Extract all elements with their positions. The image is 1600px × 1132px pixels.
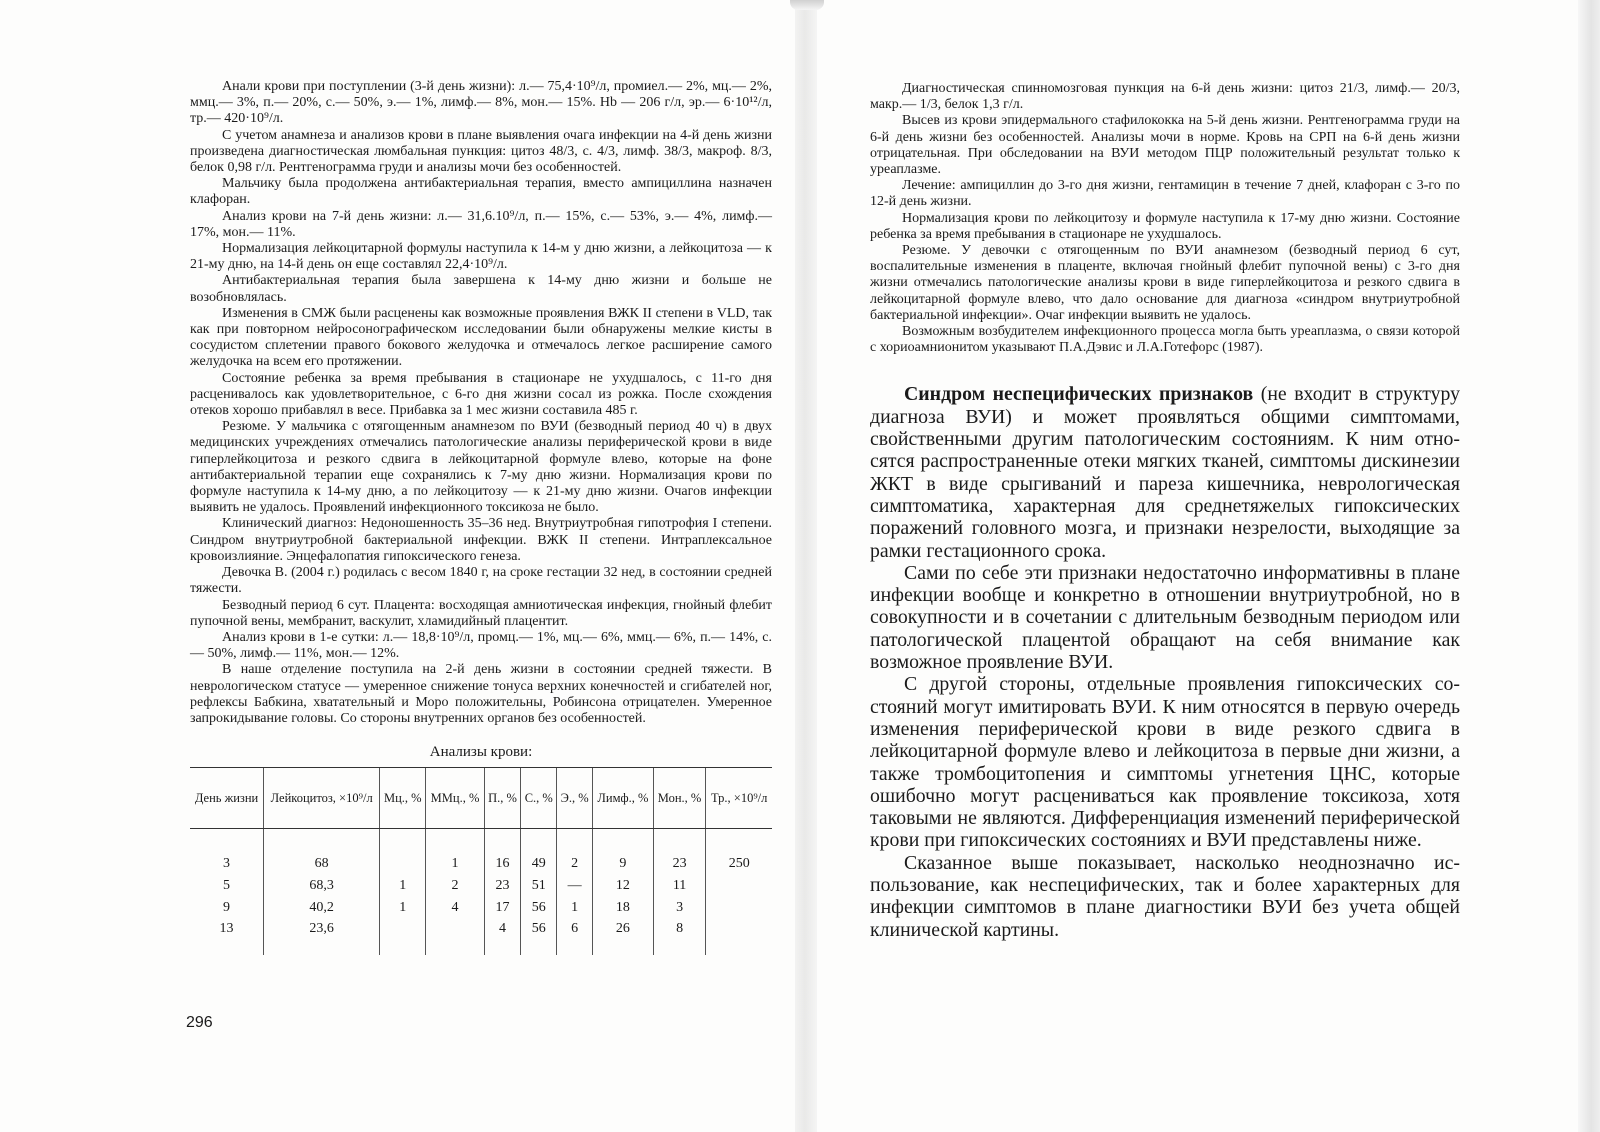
col-header: П., % bbox=[484, 768, 521, 829]
col-header: Лимф., % bbox=[593, 768, 654, 829]
table-cell: 68 bbox=[264, 853, 380, 875]
table-row bbox=[190, 919, 772, 955]
paragraph: Анализ крови в 1-е сутки: л.— 18,8·10⁹/л, промц.— 1%, мц.— 6%, ммц.— 6%, п.— 14%, с.— 50%, лимф.— 11%, мон.— 12%. bbox=[190, 629, 772, 662]
paragraph: Анали крови при поступлении (3-й день жизни): л.— 75,4·10⁹/л, промиел.— 2%, мц.— 2%, ммц.— 3%, п.— 20%, с.— 50%, э.— 1%, лимф.— 8%, мон.— 15%. Hb — 206 г/л, эр.— 6·10¹²/л, тр.— 420·10⁹/л. bbox=[190, 79, 772, 127]
table-cell: — bbox=[557, 875, 593, 897]
table-cell: 2 bbox=[426, 875, 484, 897]
paragraph: Высев из крови эпидермального стафилококка на 5-й день жизни. Рентгенограмма груди на 6-й день жизни без особенностей. Анализы мочи в норме. Кровь на СРП на 6-й день жизни отрицательная. При обследовании на ВУИ методом ПЦР положительный результат только к уреаплазме. bbox=[870, 113, 1460, 178]
section-nonspecific-signs bbox=[870, 383, 1460, 940]
paragraph: Сами по себе эти признаки недостаточно информативны в плане инфекции вообще и конкретно в отношении внутриутробной, но в совокупности и в сочетании с длительным безводным периодом или патологической плацентой обращают на себя внимание как возможное проявление ВУИ. bbox=[870, 561, 1460, 674]
table-cell: 3 bbox=[223, 856, 231, 872]
table-cell: 17 bbox=[484, 897, 521, 919]
table-cell: 4 bbox=[484, 919, 521, 955]
right-page bbox=[870, 81, 1460, 941]
page-edge-shadow bbox=[1578, 0, 1600, 1132]
table-cell: 26 bbox=[593, 919, 654, 955]
book-gutter bbox=[795, 0, 817, 1132]
table-cell: 40,2 bbox=[264, 897, 380, 919]
table-cell: 23 bbox=[653, 853, 706, 875]
table-cell bbox=[380, 853, 426, 875]
paragraph: Возможным возбудителем инфекционного процесса могла быть уреаплазма, о связи которой с хориоамнионитом указывают П.А.Дэвис и Л.А.Готефорс (1987). bbox=[870, 324, 1460, 356]
table-cell: 12 bbox=[593, 875, 654, 897]
table-cell: 51 bbox=[521, 875, 557, 897]
paragraph: Изменения в СМЖ были расценены как возможные проявления ВЖК II степени в VLD, так как при повторном нейросонографическом исследовании были обнаружены мелкие кисты в сосудистом сплетении правого бокового желудочка и отмечалось легкое расширение самого желудочка на всем его протяжении. bbox=[190, 305, 772, 370]
col-header: Э., % bbox=[557, 768, 593, 829]
table-cell: 1 bbox=[380, 875, 426, 897]
table-title: Анализы крови: bbox=[429, 744, 533, 761]
col-header: С., % bbox=[521, 768, 557, 829]
table-cell bbox=[706, 897, 772, 919]
table-cell: 9 bbox=[593, 853, 654, 875]
section-heading: Синдром неспецифических признаков bbox=[904, 383, 1254, 406]
section-intro-text: (не входит в структуру диагноза ВУИ) и может проявляться общими симптомами, свойственными другим патологическим состояниям. К ним относятся распространенные отеки мягких тканей, симптомы дискинезии ЖКТ в виде срыгиваний и пареза кишечника, неврологическая симптоматика, характерная для среднетяжелых гипоксических поражений головного мозга, и признаки незрелости, выходящие за рамки гестационного срока. bbox=[870, 383, 1460, 562]
table-cell bbox=[706, 919, 772, 955]
paragraph: Сказанное выше показывает, насколько неоднозначно использование, как неспецифических, так и более характерных для инфекции симптомов в плане диагностики ВУИ без учета общей клинической картины. bbox=[870, 851, 1460, 941]
table-row bbox=[190, 875, 772, 897]
table-cell: 6 bbox=[557, 919, 593, 955]
table-cell: 9 bbox=[223, 900, 231, 916]
paragraph: Нормализация крови по лейкоцитозу и формуле наступила к 17-му дню жизни. Состояние ребенка за время пребывания в стационаре не ухудшалось. bbox=[870, 210, 1460, 242]
table-cell: 16 bbox=[484, 853, 521, 875]
left-page bbox=[190, 79, 772, 955]
paragraph: Резюме. У девочки с отягощенным по ВУИ анамнезом (безводный период 6 сут, воспалительные изменения в плаценте, включая гнойный флебит пупочной вены) с 3-го дня жизни отмечались патологические анализы крови в виде гиперлейкоцитоза и резкого сдвига в лейкоцитарной формуле влево, что дало основание для диагноза «синдром внутриутробной бактериальной инфекции». Очаг инфекции выявить не удалось. bbox=[870, 243, 1460, 323]
table-spacer-row bbox=[190, 829, 772, 854]
paragraph: Девочка В. (2004 г.) родилась с весом 1840 г, на сроке гестации 32 нед, в состоянии средней тяжести. bbox=[190, 565, 772, 597]
table-cell: 49 bbox=[521, 853, 557, 875]
col-header: День жизни bbox=[190, 768, 264, 829]
table-cell: 2 bbox=[557, 853, 593, 875]
case-continuation bbox=[870, 81, 1460, 356]
paragraph: Резюме. У мальчика с отягощенным анамнезом по ВУИ (безводный период 40 ч) в двух медицинских учреждениях отмечались патологические анализы периферической крови в виде гиперлейкоцитоза и резкого сдвига в лейкоцитарной формуле влево, которые на фоне антибактериальной терапии еще сохранялись к 7-му дню жизни. Нормализация крови по формуле наступила к 14-му дню, а по лейкоцитозу — к 21-му дню жизни. Очагов инфекции выявить не удалось. Проявлений инфекционного токсикоза не было. bbox=[190, 419, 772, 516]
paragraph: Лечение: ампициллин до 3-го дня жизни, гентамицин в течение 7 дней, клафоран с 3-го по 12-й день жизни. bbox=[870, 178, 1460, 210]
page-number: 296 bbox=[186, 1014, 213, 1031]
table-cell: 68,3 bbox=[264, 875, 380, 897]
table-cell: 13 bbox=[219, 921, 234, 937]
paragraph: Безводный период 6 сут. Плацента: восходящая амниотическая инфекция, гнойный флебит пупочной вены, мембранит, васкулит, хламидийный плацентит. bbox=[190, 597, 772, 629]
table-cell: 1 bbox=[380, 897, 426, 919]
table-cell: 3 bbox=[653, 897, 706, 919]
paragraph: Анализ крови на 7-й день жизни: л.— 31,6.10⁹/л, п.— 15%, с.— 53%, э.— 4%, лимф.— 17%, мон.— 11%. bbox=[190, 208, 772, 240]
col-header: ММц., % bbox=[426, 768, 484, 829]
table-row bbox=[190, 897, 772, 919]
paragraph: Антибактериальная терапия была завершена к 14-му дню жизни и больше не возобновлялась. bbox=[190, 273, 772, 305]
paragraph: С учетом анамнеза и анализов крови в плане выявления очага инфекции на 4-й день жизни произведена диагностическая люмбальная пункция: цитоз 48/3, с. 4/3, лимф. 38/3, макроф. 8/3, белок 0,98 г/л. Рентгенограмма груди и анализы мочи без особенностей. bbox=[190, 127, 772, 176]
table-cell bbox=[380, 919, 426, 955]
table-cell: 250 bbox=[706, 853, 772, 875]
table-header-row bbox=[190, 768, 772, 829]
table-cell: 4 bbox=[426, 897, 484, 919]
table-cell: 11 bbox=[653, 875, 706, 897]
table-cell: 8 bbox=[653, 919, 706, 955]
table-cell: 1 bbox=[426, 853, 484, 875]
table-cell: 18 bbox=[593, 897, 654, 919]
table-cell: 56 bbox=[521, 897, 557, 919]
paragraph: Клинический диагноз: Недоношенность 35–36 нед. Внутриутробная гипотрофия I степени. Синдром внутриутробной бактериальной инфекции. ВЖК II степени. Интраплексальное кровоизлияние. Энцефалопатия гипоксического генеза. bbox=[190, 516, 772, 564]
paragraph: Нормализация лейкоцитарной формулы наступила к 14-м у дню жизни, а лейкоцитоза — к 21-му дню, на 14-й день он еще составлял 22,4·10⁹/л. bbox=[190, 241, 772, 273]
paragraph: В наше отделение поступила на 2-й день жизни в состоянии средней тяжести. В неврологическом статусе — умеренное снижение тонуса верхних конечностей и сгибателей ног, рефлексы Бабкина, хватательный и Моро положительны, Робинсона отрицателен. Умеренное запрокидывание головы. Со стороны внутренних органов без особенностей. bbox=[190, 662, 772, 726]
blood-analysis-table bbox=[190, 767, 772, 955]
gutter-shadow bbox=[790, 0, 824, 10]
table-cell bbox=[426, 919, 484, 955]
section-intro-paragraph bbox=[870, 383, 1460, 561]
table-cell: 5 bbox=[223, 878, 231, 894]
paragraph: Состояние ребенка за время пребывания в стационаре не ухудшалось, с 11-го дня расценивалось как удовлетворительное, с 6-го дня жизни сосал из рожка. После схождения отеков хорошо прибавлял в весе. Прибавка за 1 мес жизни составила 485 г. bbox=[190, 370, 772, 419]
table-cell: 56 bbox=[521, 919, 557, 955]
col-header: Лейкоцитоз, ×10⁹/л bbox=[264, 768, 380, 829]
table-cell: 23 bbox=[484, 875, 521, 897]
col-header: Тр., ×10⁹/л bbox=[706, 768, 772, 829]
table-cell: 23,6 bbox=[264, 919, 380, 955]
paragraph: Диагностическая спинномозговая пункция на 6-й день жизни: цитоз 21/3, лимф.— 20/3, макр.— 1/3, белок 1,3 г/л. bbox=[870, 81, 1460, 113]
table-cell: 1 bbox=[557, 897, 593, 919]
paragraph: С другой стороны, отдельные проявления гипоксических состояний могут имитировать ВУИ. К ним относятся в первую очередь изменения периферической крови в виде резкого сдвига в лейкоцитарной формуле влево и лейкоцитоза в первые дни жизни, а также тромбоцитопения и симптомы угнетения ЦНС, которые ошибочно могут расцениваться как проявление токсикоза, хотя таковыми не являются. Дифференциация изменений периферической крови при гипоксических состояниях и ВУИ представлены ниже. bbox=[870, 673, 1460, 852]
paragraph: Мальчику была продолжена антибактериальная терапия, вместо ампициллина назначен клафоран. bbox=[190, 176, 772, 208]
col-header: Мон., % bbox=[653, 768, 706, 829]
col-header: Мц., % bbox=[380, 768, 426, 829]
table-row bbox=[190, 853, 772, 875]
table-cell bbox=[706, 875, 772, 897]
